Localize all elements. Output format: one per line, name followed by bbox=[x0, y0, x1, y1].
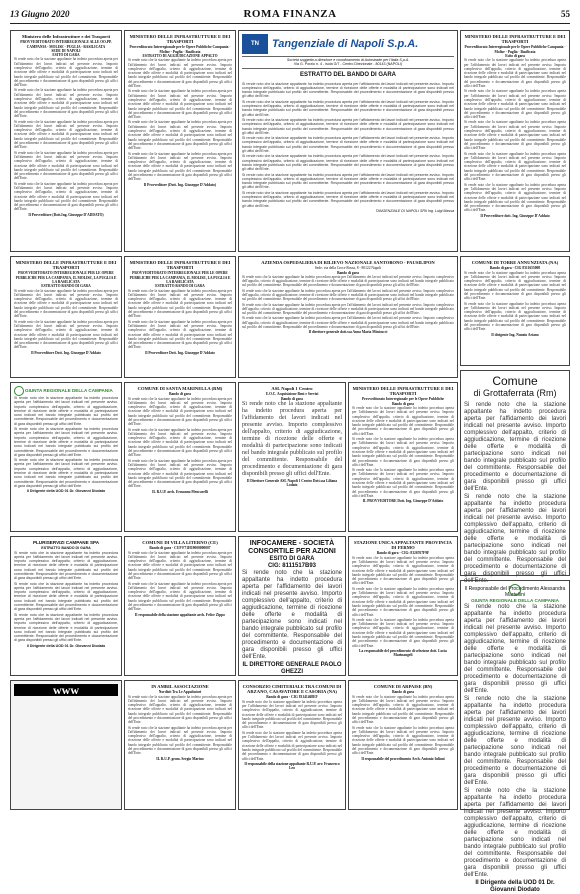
ad-ambil-associazione: IN AMBIL ASSOCIAZIONE Nordisti Tra Le Appaltatori Si rende noto che la stazione appaltante ha indetto procedura aperta per l'affidamento dei lavori indicati nel presente avviso. Importo complessivo dell'appalto, criterio di aggiudicazione, termine di ricezione delle offerte e modalità di partecipazione sono indicati nel bando integrale pubblicato sul profilo del committente. Responsabile del procedimento e documentazione di gara disponibili presso gli uffici dell'Ente. Si rende noto che la stazione appaltante ha indetto procedura aperta per l'affidamento dei lavori indicati nel presente avviso. Importo complessivo dell'appalto, criterio di aggiudicazione, termine di ricezione delle offerte e modalità di partecipazione sono indicati nel bando integrale pubblicato sul profilo del committente. Responsabile del procedimento e documentazione di gara disponibili presso gli uffici dell'Ente. IL R.U.P. geom. Sergio Marino bbox=[124, 680, 236, 810]
ad-title: Ministero delle Infrastrutture e dei Trasporti bbox=[21, 34, 111, 39]
ad-ministero-esito-2: MINISTERO DELLE INFRASTRUTTURE E DEI TRASPORTI Provveditorato Interregionale per le Opere Pubbliche Campania - Molise - Puglia - Basilicata Esito di gara Si rende noto che la stazione appaltante ha indetto procedura aperta per l'affidamento dei lavori indicati nel presente avviso. Importo complessivo dell'appalto, criterio di aggiudicazione, termine di ricezione delle offerte e modalità di partecipazione sono indicati nel bando integrale pubblicato sul profilo del committente. Responsabile del procedimento e documentazione di gara disponibili presso gli uffici dell'Ente. Si rende noto che la stazione appaltante ha indetto procedura aperta per l'affidamento dei lavori indicati nel presente avviso. Importo complessivo dell'appalto, criterio di aggiudicazione, termine di ricezione delle offerte e modalità di partecipazione sono indicati nel bando integrale pubblicato sul profilo del committente. Responsabile del procedimento e documentazione di gara disponibili presso gli uffici dell'Ente. Si rende noto che la stazione appaltante ha indetto procedura aperta per l'affidamento dei lavori indicati nel presente avviso. Importo complessivo dell'appalto, criterio di aggiudicazione, termine di ricezione delle offerte e modalità di partecipazione sono indicati nel bando integrale pubblicato sul profilo del committente. Responsabile del procedimento e documentazione di gara disponibili presso gli uffici dell'Ente. Si rende noto che la stazione appaltante ha indetto procedura aperta per l'affidamento dei lavori indicati nel presente avviso. Importo complessivo dell'appalto, criterio di aggiudicazione, termine di ricezione delle offerte e modalità di partecipazione sono indicati nel bando integrale pubblicato sul profilo del committente. Responsabile del procedimento e documentazione di gara disponibili presso gli uffici dell'Ente. Si rende noto che la stazione appaltante ha indetto procedura aperta per l'affidamento dei lavori indicati nel presente avviso. Importo complessivo dell'appalto, criterio di aggiudicazione, termine di ricezione delle offerte e modalità di partecipazione sono indicati nel bando integrale pubblicato sul profilo del committente. Responsabile del procedimento e documentazione di gara disponibili presso gli uffici dell'Ente. Il Provveditore dott. Ing. Giuseppe D'Addato bbox=[460, 30, 570, 252]
page-number: 55 bbox=[561, 9, 570, 19]
ad-torre-annunziata: COMUNE DI TORRE ANNUNZIATA (NA) Bando di gara - CIG 8311655008 Si rende noto che la stazione appaltante ha indetto procedura aperta per l'affidamento dei lavori indicati nel presente avviso. Importo complessivo dell'appalto, criterio di aggiudicazione, termine di ricezione delle offerte e modalità di partecipazione sono indicati nel bando integrale pubblicato sul profilo del committente. Responsabile del procedimento e documentazione di gara disponibili presso gli uffici dell'Ente. Si rende noto che la stazione appaltante ha indetto procedura aperta per l'affidamento dei lavori indicati nel presente avviso. Importo complessivo dell'appalto, criterio di aggiudicazione, termine di ricezione delle offerte e modalità di partecipazione sono indicati nel bando integrale pubblicato sul profilo del committente. Responsabile del procedimento e documentazione di gara disponibili presso gli uffici dell'Ente. Il dirigente Ing. Nunzio Ariano bbox=[460, 256, 570, 366]
ad-ministero-esito: Ministero delle Infrastrutture e dei Trasporti PROVVEDITORATO INTERREGIONALE ALLE OO.PP. CAMPANIA - MOLISE - PUGLIA - BASILICATA SEDE DI NAPOLI ESITO DI GARA Si rende noto che la stazione appaltante ha indetto procedura aperta per l'affidamento dei lavori indicati nel presente avviso. Importo complessivo dell'appalto, criterio di aggiudicazione, termine di ricezione delle offerte e modalità di partecipazione sono indicati nel bando integrale pubblicato sul profilo del committente. Responsabile del procedimento e documentazione di gara disponibili presso gli uffici dell'Ente. Si rende noto che la stazione appaltante ha indetto procedura aperta per l'affidamento dei lavori indicati nel presente avviso. Importo complessivo dell'appalto, criterio di aggiudicazione, termine di ricezione delle offerte e modalità di partecipazione sono indicati nel bando integrale pubblicato sul profilo del committente. Responsabile del procedimento e documentazione di gara disponibili presso gli uffici dell'Ente. Si rende noto che la stazione appaltante ha indetto procedura aperta per l'affidamento dei lavori indicati nel presente avviso. Importo complessivo dell'appalto, criterio di aggiudicazione, termine di ricezione delle offerte e modalità di partecipazione sono indicati nel bando integrale pubblicato sul profilo del committente. Responsabile del procedimento e documentazione di gara disponibili presso gli uffici dell'Ente. Si rende noto che la stazione appaltante ha indetto procedura aperta per l'affidamento dei lavori indicati nel presente avviso. Importo complessivo dell'appalto, criterio di aggiudicazione, termine di ricezione delle offerte e modalità di partecipazione sono indicati nel bando integrale pubblicato sul profilo del committente. Responsabile del procedimento e documentazione di gara disponibili presso gli uffici dell'Ente. Si rende noto che la stazione appaltante ha indetto procedura aperta per l'affidamento dei lavori indicati nel presente avviso. Importo complessivo dell'appalto, criterio di aggiudicazione, termine di ricezione delle offerte e modalità di partecipazione sono indicati nel bando integrale pubblicato sul profilo del committente. Responsabile del procedimento e documentazione di gara disponibili presso gli uffici dell'Ente. Il Provveditore (Dott.Ing. Giuseppe D'ADDATO) bbox=[10, 30, 122, 252]
tangenziale-logo-icon: TN bbox=[242, 34, 268, 54]
ad-giunta-campania-1: GIUNTA REGIONALE DELLA CAMPANIA Si rende noto che la stazione appaltante ha indetto procedura aperta per l'affidamento dei lavori indicati nel presente avviso. Importo complessivo dell'appalto, criterio di aggiudicazione, termine di ricezione delle offerte e modalità di partecipazione sono indicati nel bando integrale pubblicato sul profilo del committente. Responsabile del procedimento e documentazione di gara disponibili presso gli uffici dell'Ente. Si rende noto che la stazione appaltante ha indetto procedura aperta per l'affidamento dei lavori indicati nel presente avviso. Importo complessivo dell'appalto, criterio di aggiudicazione, termine di ricezione delle offerte e modalità di partecipazione sono indicati nel bando integrale pubblicato sul profilo del committente. Responsabile del procedimento e documentazione di gara disponibili presso gli uffici dell'Ente. Si rende noto che la stazione appaltante ha indetto procedura aperta per l'affidamento dei lavori indicati nel presente avviso. Importo complessivo dell'appalto, criterio di aggiudicazione, termine di ricezione delle offerte e modalità di partecipazione sono indicati nel bando integrale pubblicato sul profilo del committente. Responsabile del procedimento e documentazione di gara disponibili presso gli uffici dell'Ente. Il Dirigente della UOD 01 Dr. Giovanni Diodato bbox=[10, 382, 122, 532]
ad-grottaferrata: Comune di Grottaferrata (Rm) Si rende noto che la stazione appaltante ha indetto procedura aperta per l'affidamento dei lavori indicati nel presente avviso. Importo complessivo dell'appalto, criterio di aggiudicazione, termine di ricezione delle offerte e modalità di partecipazione sono indicati nel bando integrale pubblicato sul profilo del committente. Responsabile del procedimento e documentazione di gara disponibili presso gli uffici dell'Ente. Si rende noto che la stazione appaltante ha indetto procedura aperta per l'affidamento dei lavori indicati nel presente avviso. Importo complessivo dell'appalto, criterio di aggiudicazione, termine di ricezione delle offerte e modalità di partecipazione sono indicati nel bando integrale pubblicato sul profilo del committente. Responsabile del procedimento e documentazione di gara disponibili presso gli uffici dell'Ente. Il Responsabile del Procedimento Alessandra Martellini bbox=[460, 370, 570, 576]
ad-giunta-campania-2: GIUNTA REGIONALE DELLA CAMPANIA Si rende noto che la stazione appaltante ha indetto procedura aperta per l'affidamento dei lavori indicati nel presente avviso. Importo complessivo dell'appalto, criterio di aggiudicazione, termine di ricezione delle offerte e modalità di partecipazione sono indicati nel bando integrale pubblicato sul profilo del committente. Responsabile del procedimento e documentazione di gara disponibili presso gli uffici dell'Ente. Si rende noto che la stazione appaltante ha indetto procedura aperta per l'affidamento dei lavori indicati nel presente avviso. Importo complessivo dell'appalto, criterio di aggiudicazione, termine di ricezione delle offerte e modalità di partecipazione sono indicati nel bando integrale pubblicato sul profilo del committente. Responsabile del procedimento e documentazione di gara disponibili presso gli uffici dell'Ente. Si rende noto che la stazione appaltante ha indetto procedura aperta per l'affidamento dei lavori indicati nel presente avviso. Importo complessivo dell'appalto, criterio di aggiudicazione, termine di ricezione delle offerte e modalità di partecipazione sono indicati nel bando integrale pubblicato sul profilo del committente. Responsabile del procedimento e documentazione di gara disponibili presso gli uffici dell'Ente. Il Dirigente della UOD 01 Dr. Giovanni Diodato bbox=[460, 580, 570, 810]
ad-ministero-aggiudicazione: MINISTERO DELLE INFRASTRUTTURE E DEI TRASPORTI Provveditorato Interregionale per le Opere Pubbliche Campania - Molise - Puglia - Basilicata ESTRATTO DI AGGIUDICAZIONE APPALTO Si rende noto che la stazione appaltante ha indetto procedura aperta per l'affidamento dei lavori indicati nel presente avviso. Importo complessivo dell'appalto, criterio di aggiudicazione, termine di ricezione delle offerte e modalità di partecipazione sono indicati nel bando integrale pubblicato sul profilo del committente. Responsabile del procedimento e documentazione di gara disponibili presso gli uffici dell'Ente. Si rende noto che la stazione appaltante ha indetto procedura aperta per l'affidamento dei lavori indicati nel presente avviso. Importo complessivo dell'appalto, criterio di aggiudicazione, termine di ricezione delle offerte e modalità di partecipazione sono indicati nel bando integrale pubblicato sul profilo del committente. Responsabile del procedimento e documentazione di gara disponibili presso gli uffici dell'Ente. Si rende noto che la stazione appaltante ha indetto procedura aperta per l'affidamento dei lavori indicati nel presente avviso. Importo complessivo dell'appalto, criterio di aggiudicazione, termine di ricezione delle offerte e modalità di partecipazione sono indicati nel bando integrale pubblicato sul profilo del committente. Responsabile del procedimento e documentazione di gara disponibili presso gli uffici dell'Ente. Si rende noto che la stazione appaltante ha indetto procedura aperta per l'affidamento dei lavori indicati nel presente avviso. Importo complessivo dell'appalto, criterio di aggiudicazione, termine di ricezione delle offerte e modalità di partecipazione sono indicati nel bando integrale pubblicato sul profilo del committente. Responsabile del procedimento e documentazione di gara disponibili presso gli uffici dell'Ente. Il Provveditore (Dott. Ing. Giuseppe D'Addato) bbox=[124, 30, 236, 252]
ad-ministero-bando-2: MINISTERO DELLE INFRASTRUTTURE E DEI TRASPORTI PROVVEDITORATO INTERREGIONALE PER LE OPERE PUBBLICHE PER LA CAMPANIA, IL MOLISE, LA PUGLIA E LA BASILICATA ESTRATTO BANDO DI GARA Si rende noto che la stazione appaltante ha indetto procedura aperta per l'affidamento dei lavori indicati nel presente avviso. Importo complessivo dell'appalto, criterio di aggiudicazione, termine di ricezione delle offerte e modalità di partecipazione sono indicati nel bando integrale pubblicato sul profilo del committente. Responsabile del procedimento e documentazione di gara disponibili presso gli uffici dell'Ente. Si rende noto che la stazione appaltante ha indetto procedura aperta per l'affidamento dei lavori indicati nel presente avviso. Importo complessivo dell'appalto, criterio di aggiudicazione, termine di ricezione delle offerte e modalità di partecipazione sono indicati nel bando integrale pubblicato sul profilo del committente. Responsabile del procedimento e documentazione di gara disponibili presso gli uffici dell'Ente. Il Provveditore Dott. Ing. Giuseppe D'Addato bbox=[124, 256, 236, 378]
ad-provincia-fermo: STAZIONE UNICA APPALTANTE PROVINCIA DI FERMO Bando di gara - CIG: 8326767F9F Si rende noto che la stazione appaltante ha indetto procedura aperta per l'affidamento dei lavori indicati nel presente avviso. Importo complessivo dell'appalto, criterio di aggiudicazione, termine di ricezione delle offerte e modalità di partecipazione sono indicati nel bando integrale pubblicato sul profilo del committente. Responsabile del procedimento e documentazione di gara disponibili presso gli uffici dell'Ente. Si rende noto che la stazione appaltante ha indetto procedura aperta per l'affidamento dei lavori indicati nel presente avviso. Importo complessivo dell'appalto, criterio di aggiudicazione, termine di ricezione delle offerte e modalità di partecipazione sono indicati nel bando integrale pubblicato sul profilo del committente. Responsabile del procedimento e documentazione di gara disponibili presso gli uffici dell'Ente. Si rende noto che la stazione appaltante ha indetto procedura aperta per l'affidamento dei lavori indicati nel presente avviso. Importo complessivo dell'appalto, criterio di aggiudicazione, termine di ricezione delle offerte e modalità di partecipazione sono indicati nel bando integrale pubblicato sul profilo del committente. Responsabile del procedimento e documentazione di gara disponibili presso gli uffici dell'Ente. La responsabile del procedimento di selezione dott. Lucia Marinangeli bbox=[348, 536, 458, 676]
ad-tangenziale-napoli: TN Tangenziale di Napoli S.p.A. Società soggetta a direzione e coordinamento di Autostrade per l'Italia S.p.A. Via G. Porzio n. 4 - isola G/7 - Centro Direzionale - 80143 (NAPOLI) ESTRATTO DEL BANDO DI GARA Si rende noto che la stazione appaltante ha indetto procedura aperta per l'affidamento dei lavori indicati nel presente avviso. Importo complessivo dell'appalto, criterio di aggiudicazione, termine di ricezione delle offerte e modalità di partecipazione sono indicati nel bando integrale pubblicato sul profilo del committente. Responsabile del procedimento e documentazione di gara disponibili presso gli uffici dell'Ente. Si rende noto che la stazione appaltante ha indetto procedura aperta per l'affidamento dei lavori indicati nel presente avviso. Importo complessivo dell'appalto, criterio di aggiudicazione, termine di ricezione delle offerte e modalità di partecipazione sono indicati nel bando integrale pubblicato sul profilo del committente. Responsabile del procedimento e documentazione di gara disponibili presso gli uffici dell'Ente. Si rende noto che la stazione appaltante ha indetto procedura aperta per l'affidamento dei lavori indicati nel presente avviso. Importo complessivo dell'appalto, criterio di aggiudicazione, termine di ricezione delle offerte e modalità di partecipazione sono indicati nel bando integrale pubblicato sul profilo del committente. Responsabile del procedimento e documentazione di gara disponibili presso gli uffici dell'Ente. Si rende noto che la stazione appaltante ha indetto procedura aperta per l'affidamento dei lavori indicati nel presente avviso. Importo complessivo dell'appalto, criterio di aggiudicazione, termine di ricezione delle offerte e modalità di partecipazione sono indicati nel bando integrale pubblicato sul profilo del committente. Responsabile del procedimento e documentazione di gara disponibili presso gli uffici dell'Ente. Si rende noto che la stazione appaltante ha indetto procedura aperta per l'affidamento dei lavori indicati nel presente avviso. Importo complessivo dell'appalto, criterio di aggiudicazione, termine di ricezione delle offerte e modalità di partecipazione sono indicati nel bando integrale pubblicato sul profilo del committente. Responsabile del procedimento e documentazione di gara disponibili presso gli uffici dell'Ente. Si rende noto che la stazione appaltante ha indetto procedura aperta per l'affidamento dei lavori indicati nel presente avviso. Importo complessivo dell'appalto, criterio di aggiudicazione, termine di ricezione delle offerte e modalità di partecipazione sono indicati nel bando integrale pubblicato sul profilo del committente. Responsabile del procedimento e documentazione di gara disponibili presso gli uffici dell'Ente. Si rende noto che la stazione appaltante ha indetto procedura aperta per l'affidamento dei lavori indicati nel presente avviso. Importo complessivo dell'appalto, criterio di aggiudicazione, termine di ricezione delle offerte e modalità di partecipazione sono indicati nel bando integrale pubblicato sul profilo del committente. Responsabile del procedimento e documentazione di gara disponibili presso gli uffici dell'Ente. TANGENZIALE DI NAPOLI SPA Ing. Luigi Massa bbox=[238, 30, 458, 252]
ad-promo-banner bbox=[10, 680, 122, 810]
page-header bbox=[10, 6, 570, 24]
issue-date: 13 Giugno 2020 bbox=[10, 9, 70, 19]
ad-asl-napoli-1: ASL Napoli 1 Centro U.O.C. Acquisizione Beni e Servizi Bando di gara Si rende noto che la stazione appaltante ha indetto procedura aperta per l'affidamento dei lavori indicati nel presente avviso. Importo complessivo dell'appalto, criterio di aggiudicazione, termine di ricezione delle offerte e modalità di partecipazione sono indicati nel bando integrale pubblicato sul profilo del committente. Responsabile del procedimento e documentazione di gara disponibili presso gli uffici dell'Ente. Il Direttore Generale ASL Napoli 1 Centro Dott.ssa Liliana Lodato bbox=[238, 382, 346, 532]
ad-consorzio-cimiteriale: CONSORZIO CIMITERIALE TRA COMUNI DI ARZANO, CASAVATORE E CASORIA (NA) Bando di gara - CIG 83141468EF Si rende noto che la stazione appaltante ha indetto procedura aperta per l'affidamento dei lavori indicati nel presente avviso. Importo complessivo dell'appalto, criterio di aggiudicazione, termine di ricezione delle offerte e modalità di partecipazione sono indicati nel bando integrale pubblicato sul profilo del committente. Responsabile del procedimento e documentazione di gara disponibili presso gli uffici dell'Ente. Si rende noto che la stazione appaltante ha indetto procedura aperta per l'affidamento dei lavori indicati nel presente avviso. Importo complessivo dell'appalto, criterio di aggiudicazione, termine di ricezione delle offerte e modalità di partecipazione sono indicati nel bando integrale pubblicato sul profilo del committente. Responsabile del procedimento e documentazione di gara disponibili presso gli uffici dell'Ente. Il responsabile della stazione appaltante R.U.P. avv. Francesco Leo bbox=[238, 680, 346, 810]
ad-pluriservizi-campane: PLURISERVIZI CAMPANE SPA ESTRATTO BANDO DI GARA Si rende noto che la stazione appaltante ha indetto procedura aperta per l'affidamento dei lavori indicati nel presente avviso. Importo complessivo dell'appalto, criterio di aggiudicazione, termine di ricezione delle offerte e modalità di partecipazione sono indicati nel bando integrale pubblicato sul profilo del committente. Responsabile del procedimento e documentazione di gara disponibili presso gli uffici dell'Ente. Si rende noto che la stazione appaltante ha indetto procedura aperta per l'affidamento dei lavori indicati nel presente avviso. Importo complessivo dell'appalto, criterio di aggiudicazione, termine di ricezione delle offerte e modalità di partecipazione sono indicati nel bando integrale pubblicato sul profilo del committente. Responsabile del procedimento e documentazione di gara disponibili presso gli uffici dell'Ente. Si rende noto che la stazione appaltante ha indetto procedura aperta per l'affidamento dei lavori indicati nel presente avviso. Importo complessivo dell'appalto, criterio di aggiudicazione, termine di ricezione delle offerte e modalità di partecipazione sono indicati nel bando integrale pubblicato sul profilo del committente. Responsabile del procedimento e documentazione di gara disponibili presso gli uffici dell'Ente. Il Dirigente della UOD 01 Dr. Giovanni Diodato bbox=[10, 536, 122, 676]
ad-santa-marinella: COMUNE DI SANTA MARINELLA (RM) Bando di gara Si rende noto che la stazione appaltante ha indetto procedura aperta per l'affidamento dei lavori indicati nel presente avviso. Importo complessivo dell'appalto, criterio di aggiudicazione, termine di ricezione delle offerte e modalità di partecipazione sono indicati nel bando integrale pubblicato sul profilo del committente. Responsabile del procedimento e documentazione di gara disponibili presso gli uffici dell'Ente. Si rende noto che la stazione appaltante ha indetto procedura aperta per l'affidamento dei lavori indicati nel presente avviso. Importo complessivo dell'appalto, criterio di aggiudicazione, termine di ricezione delle offerte e modalità di partecipazione sono indicati nel bando integrale pubblicato sul profilo del committente. Responsabile del procedimento e documentazione di gara disponibili presso gli uffici dell'Ente. Si rende noto che la stazione appaltante ha indetto procedura aperta per l'affidamento dei lavori indicati nel presente avviso. Importo complessivo dell'appalto, criterio di aggiudicazione, termine di ricezione delle offerte e modalità di partecipazione sono indicati nel bando integrale pubblicato sul profilo del committente. Responsabile del procedimento e documentazione di gara disponibili presso gli uffici dell'Ente. IL R.U.P. arch. Ermanno Mencarelli bbox=[124, 382, 236, 532]
newspaper-title: ROMA FINANZA bbox=[243, 8, 337, 20]
promo-banner-box: www bbox=[14, 684, 118, 696]
ad-santobono-pausilipon: AZIENDA OSPEDALIERA DI RILIEVO NAZIONALE SANTOBONO - PAUSILIPON Sede: via della Croce Rossa, 8 - 80122 Napoli Bando di gara Si rende noto che la stazione appaltante ha indetto procedura aperta per l'affidamento dei lavori indicati nel presente avviso. Importo complessivo dell'appalto, criterio di aggiudicazione, termine di ricezione delle offerte e modalità di partecipazione sono indicati nel bando integrale pubblicato sul profilo del committente. Responsabile del procedimento e documentazione di gara disponibili presso gli uffici dell'Ente. Si rende noto che la stazione appaltante ha indetto procedura aperta per l'affidamento dei lavori indicati nel presente avviso. Importo complessivo dell'appalto, criterio di aggiudicazione, termine di ricezione delle offerte e modalità di partecipazione sono indicati nel bando integrale pubblicato sul profilo del committente. Responsabile del procedimento e documentazione di gara disponibili presso gli uffici dell'Ente. Si rende noto che la stazione appaltante ha indetto procedura aperta per l'affidamento dei lavori indicati nel presente avviso. Importo complessivo dell'appalto, criterio di aggiudicazione, termine di ricezione delle offerte e modalità di partecipazione sono indicati nel bando integrale pubblicato sul profilo del committente. Responsabile del procedimento e documentazione di gara disponibili presso gli uffici dell'Ente. Si rende noto che la stazione appaltante ha indetto procedura aperta per l'affidamento dei lavori indicati nel presente avviso. Importo complessivo dell'appalto, criterio di aggiudicazione, termine di ricezione delle offerte e modalità di partecipazione sono indicati nel bando integrale pubblicato sul profilo del committente. Responsabile del procedimento e documentazione di gara disponibili presso gli uffici dell'Ente. Il direttore generale dott.ssa Anna Maria Minicucci bbox=[238, 256, 458, 378]
tangenziale-header: TN Tangenziale di Napoli S.p.A. bbox=[242, 34, 454, 54]
regione-campania-emblem-icon bbox=[14, 386, 24, 396]
ad-arpaise: COMUNE DI ARPAISE (BN) Bando di gara Si rende noto che la stazione appaltante ha indetto procedura aperta per l'affidamento dei lavori indicati nel presente avviso. Importo complessivo dell'appalto, criterio di aggiudicazione, termine di ricezione delle offerte e modalità di partecipazione sono indicati nel bando integrale pubblicato sul profilo del committente. Responsabile del procedimento e documentazione di gara disponibili presso gli uffici dell'Ente. Si rende noto che la stazione appaltante ha indetto procedura aperta per l'affidamento dei lavori indicati nel presente avviso. Importo complessivo dell'appalto, criterio di aggiudicazione, termine di ricezione delle offerte e modalità di partecipazione sono indicati nel bando integrale pubblicato sul profilo del committente. Responsabile del procedimento e documentazione di gara disponibili presso gli uffici dell'Ente. Il responsabile del procedimento Arch. Antonio Iulioni bbox=[348, 680, 458, 810]
ad-villa-literno: COMUNE DI VILLA LITERNO (CE) Bando di gara - CUP F71H19000000007 Si rende noto che la stazione appaltante ha indetto procedura aperta per l'affidamento dei lavori indicati nel presente avviso. Importo complessivo dell'appalto, criterio di aggiudicazione, termine di ricezione delle offerte e modalità di partecipazione sono indicati nel bando integrale pubblicato sul profilo del committente. Responsabile del procedimento e documentazione di gara disponibili presso gli uffici dell'Ente. Si rende noto che la stazione appaltante ha indetto procedura aperta per l'affidamento dei lavori indicati nel presente avviso. Importo complessivo dell'appalto, criterio di aggiudicazione, termine di ricezione delle offerte e modalità di partecipazione sono indicati nel bando integrale pubblicato sul profilo del committente. Responsabile del procedimento e documentazione di gara disponibili presso gli uffici dell'Ente. Il responsabile della stazione appaltante arch. Felice Zippo bbox=[124, 536, 236, 676]
ad-infocamere: INFOCAMERE - SOCIETÀ CONSORTILE PER AZIONI ESITO DI GARA CIG: 8111517B93 Si rende noto che la stazione appaltante ha indetto procedura aperta per l'affidamento dei lavori indicati nel presente avviso. Importo complessivo dell'appalto, criterio di aggiudicazione, termine di ricezione delle offerte e modalità di partecipazione sono indicati nel bando integrale pubblicato sul profilo del committente. Responsabile del procedimento e documentazione di gara disponibili presso gli uffici dell'Ente. IL DIRETTORE GENERALE PAOLO GHEZZI bbox=[238, 536, 346, 676]
regione-campania-emblem-icon bbox=[509, 584, 521, 596]
ad-ministero-bando-1: MINISTERO DELLE INFRASTRUTTURE E DEI TRASPORTI PROVVEDITORATO INTERREGIONALE PER LE OPERE PUBBLICHE PER LA CAMPANIA, IL MOLISE, LA PUGLIA E LA BASILICATA ESTRATTO BANDO DI GARA Si rende noto che la stazione appaltante ha indetto procedura aperta per l'affidamento dei lavori indicati nel presente avviso. Importo complessivo dell'appalto, criterio di aggiudicazione, termine di ricezione delle offerte e modalità di partecipazione sono indicati nel bando integrale pubblicato sul profilo del committente. Responsabile del procedimento e documentazione di gara disponibili presso gli uffici dell'Ente. Si rende noto che la stazione appaltante ha indetto procedura aperta per l'affidamento dei lavori indicati nel presente avviso. Importo complessivo dell'appalto, criterio di aggiudicazione, termine di ricezione delle offerte e modalità di partecipazione sono indicati nel bando integrale pubblicato sul profilo del committente. Responsabile del procedimento e documentazione di gara disponibili presso gli uffici dell'Ente. Il Provveditore Dott. Ing. Giuseppe D'Addato bbox=[10, 256, 122, 378]
ad-ministero-bando-3: MINISTERO DELLE INFRASTRUTTURE E DEI TRASPORTI Provveditorato Interregionale per le Opere Pubbliche Bando di gara Si rende noto che la stazione appaltante ha indetto procedura aperta per l'affidamento dei lavori indicati nel presente avviso. Importo complessivo dell'appalto, criterio di aggiudicazione, termine di ricezione delle offerte e modalità di partecipazione sono indicati nel bando integrale pubblicato sul profilo del committente. Responsabile del procedimento e documentazione di gara disponibili presso gli uffici dell'Ente. Si rende noto che la stazione appaltante ha indetto procedura aperta per l'affidamento dei lavori indicati nel presente avviso. Importo complessivo dell'appalto, criterio di aggiudicazione, termine di ricezione delle offerte e modalità di partecipazione sono indicati nel bando integrale pubblicato sul profilo del committente. Responsabile del procedimento e documentazione di gara disponibili presso gli uffici dell'Ente. Si rende noto che la stazione appaltante ha indetto procedura aperta per l'affidamento dei lavori indicati nel presente avviso. Importo complessivo dell'appalto, criterio di aggiudicazione, termine di ricezione delle offerte e modalità di partecipazione sono indicati nel bando integrale pubblicato sul profilo del committente. Responsabile del procedimento e documentazione di gara disponibili presso gli uffici dell'Ente. IL PROVVEDITORE Dott. Ing. Giuseppe D'Addato bbox=[348, 382, 458, 532]
